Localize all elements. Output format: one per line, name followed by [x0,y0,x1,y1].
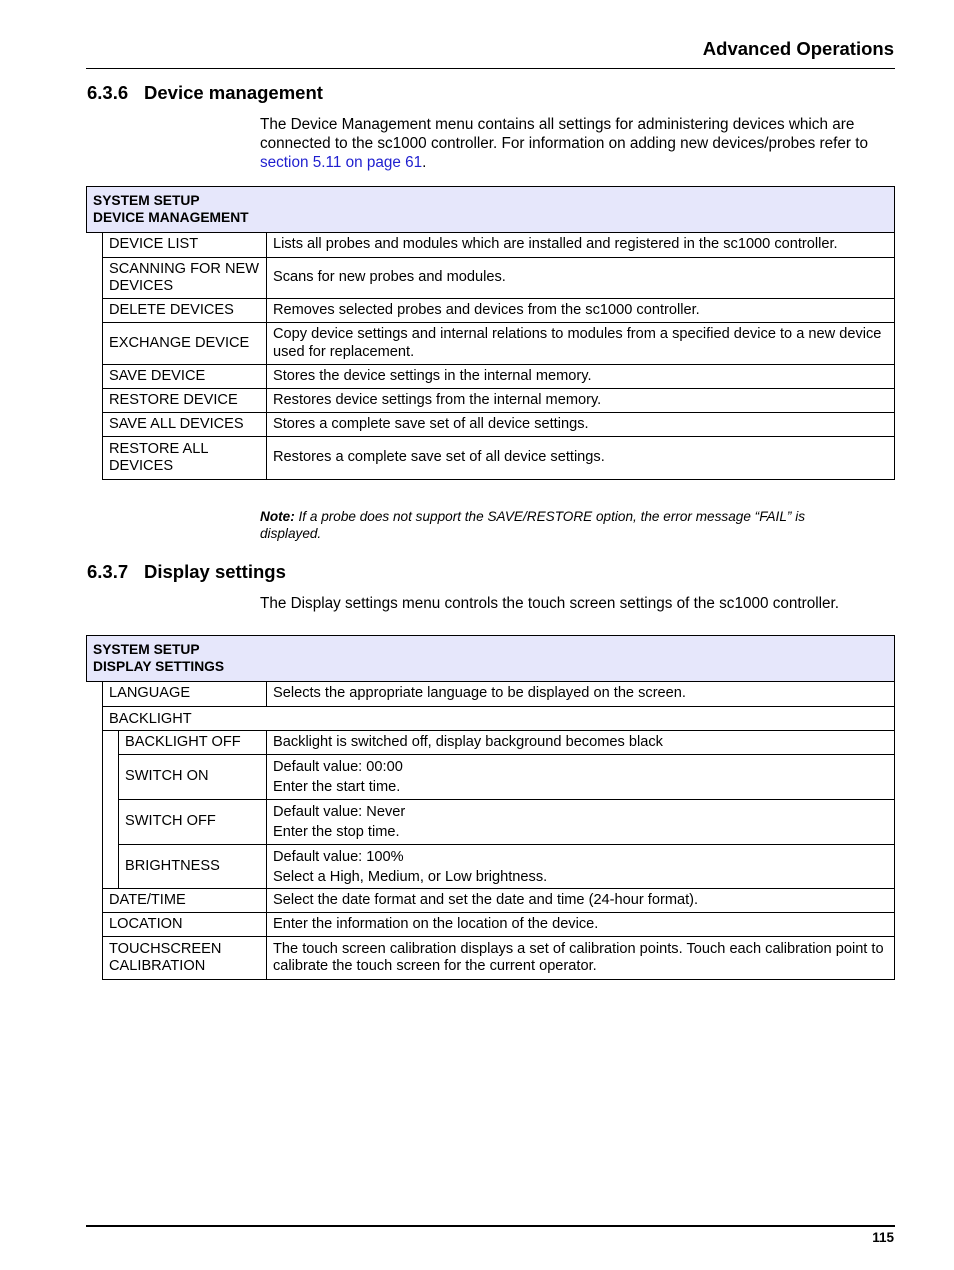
row-description [267,889,895,913]
table-row [102,888,895,913]
row-description-text: Selects the appropriate language to be displayed on the screen. [273,685,686,702]
row-label: RESTORE ALL DEVICES [102,437,267,480]
row-description-text: Enter the information on the location of the device. [273,915,599,932]
table-row [102,299,895,323]
note-label: Note: [260,509,295,524]
row-label: RESTORE DEVICE [102,389,267,413]
table-row [102,233,895,258]
row-description [267,437,895,480]
table-row [102,258,895,299]
row-description [267,937,895,980]
row-description-text: Restores a complete save set of all device settings. [273,449,605,466]
row-label: EXCHANGE DEVICE [102,323,267,365]
section-title: Display settings [144,561,286,582]
section-title: Device management [144,82,323,103]
table-row [102,437,895,480]
row-description [267,682,895,707]
page-number: 115 [872,1230,894,1245]
menu-path-line1: SYSTEM SETUP [93,193,200,208]
row-label: LANGUAGE [102,682,267,707]
display-settings-intro: The Display settings menu controls the touch screen settings of the sc1000 controller. [260,595,840,612]
row-description [267,800,895,845]
indent-spacer [102,731,119,889]
table-row [102,323,895,365]
row-description-text: Stores a complete save set of all device settings. [273,415,589,432]
instruction-text: Enter the stop time. [273,824,400,840]
row-label: DATE/TIME [102,889,267,913]
row-description [267,323,895,365]
table-row [102,913,895,937]
section-heading-display-settings [87,561,286,583]
default-value-text: Default value: Never [273,804,406,820]
table-row [102,707,895,731]
menu-path-line2: DISPLAY SETTINGS [93,659,225,674]
row-label: SWITCH OFF [118,800,267,845]
section-link[interactable]: section 5.11 on page 61 [260,154,423,171]
menu-path-line2: DEVICE MANAGEMENT [93,210,249,225]
row-description-text: Select the date format and set the date and time (24-hour format). [273,891,699,908]
row-description-text: Stores the device settings in the internal memory. [273,367,592,384]
row-description [267,389,895,413]
section-number: 6.3.7 [87,561,129,582]
row-label: SAVE DEVICE [102,365,267,389]
menu-path-header [86,635,895,682]
instruction-text: Enter the start time. [273,779,401,795]
footer-divider [86,1225,895,1227]
row-label: BRIGHTNESS [118,845,267,889]
row-label: LOCATION [102,913,267,937]
row-description-text: Removes selected probes and devices from the sc1000 controller. [273,301,700,318]
row-label: TOUCHSCREEN CALIBRATION [102,937,267,980]
row-description [267,913,895,937]
table-row [102,389,895,413]
row-description [267,233,895,258]
instruction-text: Select a High, Medium, or Low brightness. [273,868,548,885]
row-label: BACKLIGHT [102,707,895,731]
row-description-text: The touch screen calibration displays a set of calibration points. Touch each calibration point to calibrate the touch screen for the current operator. [273,940,884,974]
row-description-text: Backlight is switched off, display background becomes black [273,733,663,750]
header-divider [86,68,895,69]
row-label: SAVE ALL DEVICES [102,413,267,437]
menu-path-header [86,186,895,233]
row-label: BACKLIGHT OFF [118,731,267,755]
row-label: DELETE DEVICES [102,299,267,323]
table-row [102,413,895,437]
default-value-text: Default value: 00:00 [273,759,403,775]
row-label: DEVICE LIST [102,233,267,258]
row-description [267,365,895,389]
menu-path-line1: SYSTEM SETUP [93,642,200,657]
table-row [102,937,895,980]
section-number: 6.3.6 [87,82,129,103]
row-description-text: Scans for new probes and modules. [273,269,506,286]
table-row [118,755,895,800]
note-text: If a probe does not support the SAVE/RESTORE option, the error message “FAIL” is displayed. [260,509,806,541]
row-description [267,845,895,889]
table-row [102,682,895,707]
row-label: SWITCH ON [118,755,267,800]
device-management-intro [260,115,900,172]
note [260,508,860,542]
row-description-text: Copy device settings and internal relations to modules from a specified device to a new device used for replacement. [273,326,882,360]
table-row [118,731,895,755]
table-row [118,800,895,845]
table-row [118,845,895,889]
running-header-title: Advanced Operations [702,38,894,59]
row-description [267,755,895,800]
intro-text: The Device Management menu contains all settings for administering devices which are connected to the sc1000 controller. For information on adding new devices/probes refer to [260,116,868,152]
row-label: SCANNING FOR NEW DEVICES [102,258,267,299]
row-description-text: Restores device settings from the internal memory. [273,391,602,408]
table-row [102,365,895,389]
row-description [267,413,895,437]
row-description-text: Lists all probes and modules which are installed and registered in the sc1000 controller. [273,236,838,253]
row-description [267,731,895,755]
intro-text-end: . [422,154,427,171]
section-heading-device-management [87,82,323,104]
default-value-text: Default value: 100% [273,848,404,865]
row-description [267,258,895,299]
row-description [267,299,895,323]
